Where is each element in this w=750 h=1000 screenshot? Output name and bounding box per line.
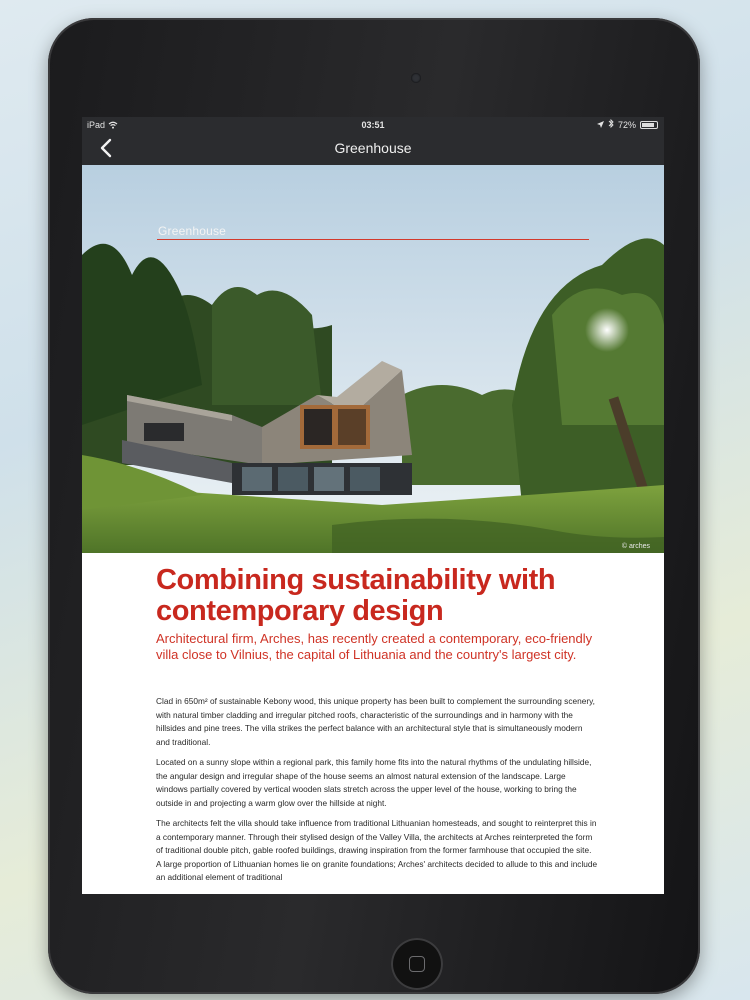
body-paragraph: Located on a sunny slope within a regional park, this family home fits into the natural rhythms of the undulating hillside, the angular design and irregular shape of the house seems an almost natural extension of the landscape. Large windows partially covered by vertical wooden slats stretch across the upper level of the house, working to bring the outside in and projecting a warm glow over the hillside at night. [156, 757, 592, 808]
body-paragraph: The architects felt the villa should take influence from traditional Lithuanian homesteads, and sought to reinterpret this in a contemporary manner. Through their stylised design of the Valley Villa, the architects at Arches reinterpreted the form of traditional double pitch, gable roofed buildings, drawing inspiration from the former farmhouse that occupied the site. A large proportion of Lithuanian homes lie on granite foundations; Arches' architects decided to allude to this and include an additional element of traditional [156, 818, 598, 882]
nav-title: Greenhouse [334, 140, 412, 156]
article-body [156, 695, 598, 892]
home-button[interactable] [391, 938, 443, 990]
body-paragraph: Clad in 650m² of sustainable Kebony wood, this unique property has been built to complement the surrounding scenery, with natural timber cladding and irregular pitched roofs, characteristic of the surroundings and in harmony with the hillsides and pine trees. The villa strikes the perfect balance with an architectural style that is simultaneously modern and traditional. [156, 696, 595, 747]
status-time: 03:51 [361, 120, 385, 130]
nav-bar [82, 133, 664, 165]
battery-percent: 72% [617, 120, 636, 130]
front-camera [411, 73, 421, 83]
status-bar [82, 117, 664, 133]
article [82, 553, 664, 894]
article-headline: Combining sustainability with contemporary design [156, 564, 556, 627]
hero-image [82, 165, 664, 553]
article-standfirst: Architectural firm, Arches, has recently created a contemporary, eco-friendly villa close to Vilnius, the capital of Lithuania and the country's largest city. [156, 631, 593, 662]
device-name: iPad [87, 120, 106, 130]
screen [82, 117, 664, 894]
photo-credit: © arches [621, 543, 650, 550]
section-divider [157, 239, 589, 240]
section-label: Greenhouse [158, 224, 227, 238]
bluetooth-icon [608, 117, 614, 133]
status-right [597, 117, 658, 133]
location-arrow-icon [597, 117, 604, 133]
battery-icon [640, 121, 658, 129]
